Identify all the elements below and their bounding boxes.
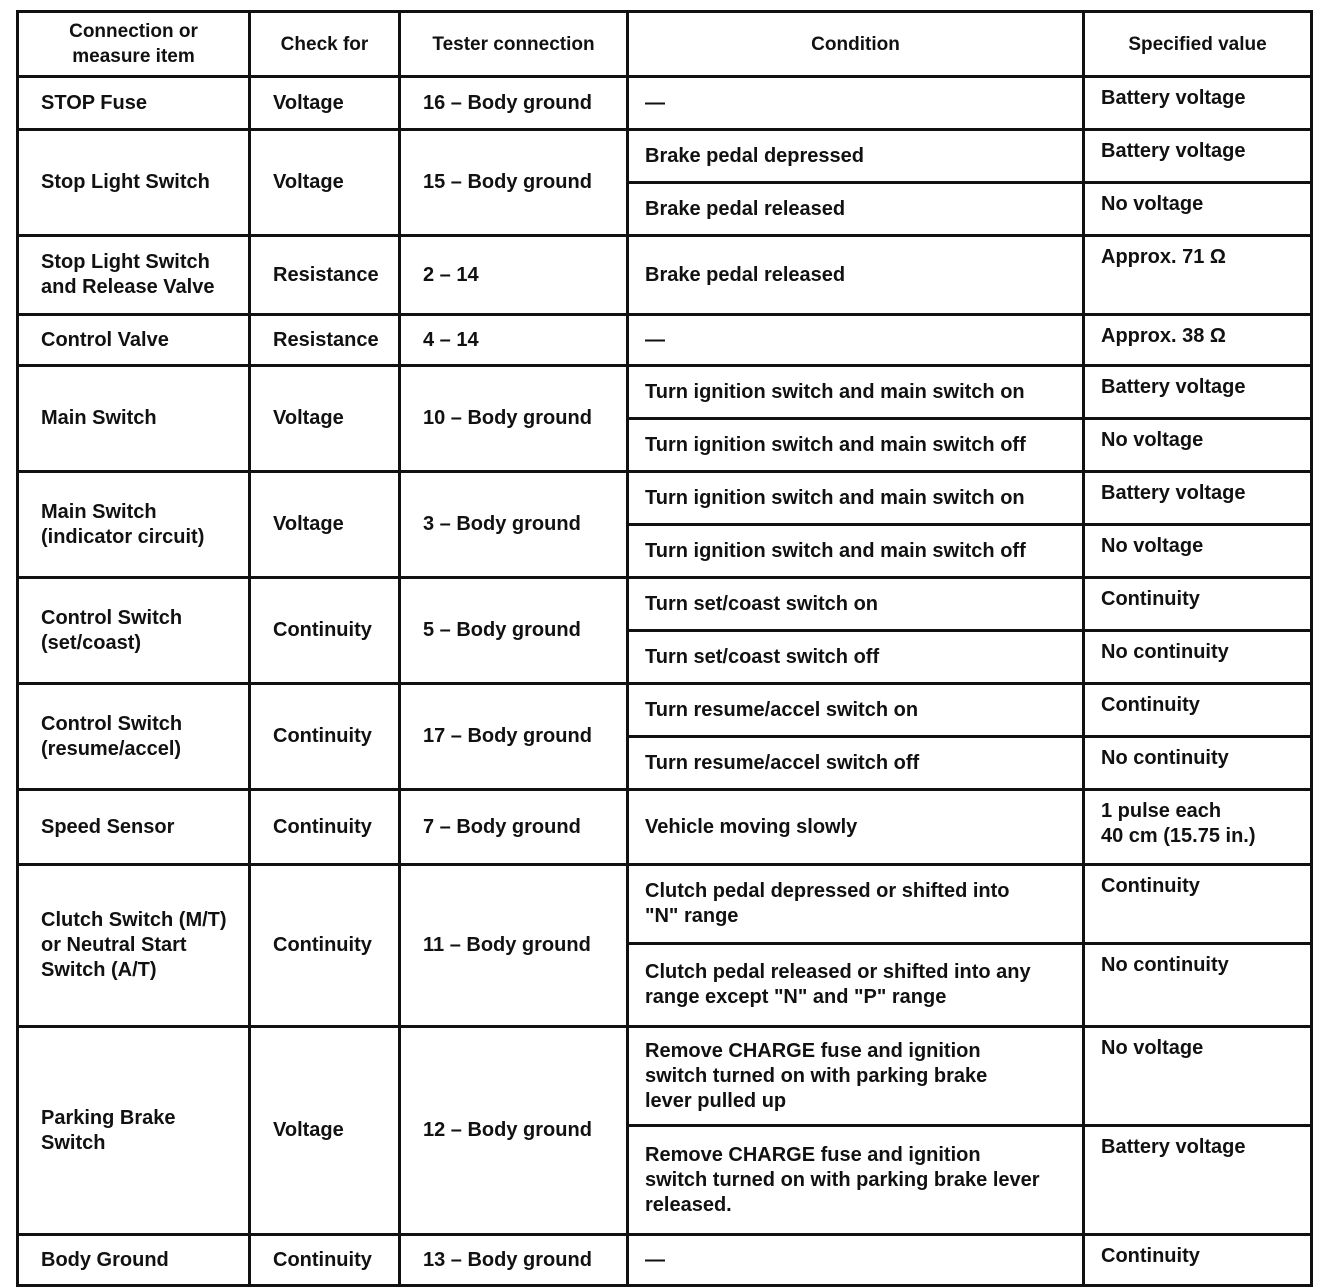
table-row [18,366,1312,419]
cell-condition: Clutch pedal depressed or shifted into "N" range [628,865,1084,944]
cell-tester-connection: 4 – 14 [400,315,628,366]
cell-condition: Turn set/coast switch on [628,578,1084,631]
cell-condition: Clutch pedal released or shifted into any range except "N" and "P" range [628,944,1084,1027]
cell-check-for: Continuity [250,1235,400,1286]
cell-item: Speed Sensor [18,790,250,865]
cell-check-for: Continuity [250,684,400,790]
cell-item: Body Ground [18,1235,250,1286]
cell-item: Control Switch (resume/accel) [18,684,250,790]
spec-table-body [18,77,1312,1286]
cell-specified-value: No continuity [1084,944,1312,1027]
cell-condition: Brake pedal depressed [628,130,1084,183]
cell-check-for: Resistance [250,315,400,366]
header-specified-value: Specified value [1084,12,1312,77]
cell-item: Clutch Switch (M/T) or Neutral Start Switch (A/T) [18,865,250,1027]
cell-item: Control Valve [18,315,250,366]
table-row [18,236,1312,315]
table-row [18,578,1312,631]
cell-condition: Turn resume/accel switch off [628,737,1084,790]
table-row [18,684,1312,737]
cell-check-for: Continuity [250,865,400,1027]
cell-check-for: Resistance [250,236,400,315]
table-row [18,77,1312,130]
cell-specified-value: Battery voltage [1084,77,1312,130]
header-tester-connection: Tester connection [400,12,628,77]
cell-specified-value: Battery voltage [1084,1126,1312,1235]
cell-specified-value: Continuity [1084,1235,1312,1286]
table-row [18,472,1312,525]
cell-tester-connection: 7 – Body ground [400,790,628,865]
header-condition: Condition [628,12,1084,77]
cell-specified-value: 1 pulse each 40 cm (15.75 in.) [1084,790,1312,865]
cell-condition: Brake pedal released [628,183,1084,236]
cell-check-for: Voltage [250,77,400,130]
spec-table-container [16,10,1313,1287]
cell-specified-value: No voltage [1084,419,1312,472]
cell-specified-value: Continuity [1084,684,1312,737]
cell-specified-value: No continuity [1084,631,1312,684]
cell-item: Main Switch [18,366,250,472]
cell-check-for: Voltage [250,366,400,472]
cell-item: Stop Light Switch [18,130,250,236]
table-row [18,865,1312,944]
cell-condition: Turn ignition switch and main switch on [628,472,1084,525]
cell-tester-connection: 12 – Body ground [400,1027,628,1235]
cell-condition: Turn ignition switch and main switch off [628,419,1084,472]
cell-tester-connection: 5 – Body ground [400,578,628,684]
cell-condition: Remove CHARGE fuse and ignition switch turned on with parking brake lever released. [628,1126,1084,1235]
header-check-for: Check for [250,12,400,77]
cell-specified-value: Approx. 38 Ω [1084,315,1312,366]
cell-condition: — [628,315,1084,366]
cell-item: STOP Fuse [18,77,250,130]
cell-tester-connection: 3 – Body ground [400,472,628,578]
cell-specified-value: Battery voltage [1084,366,1312,419]
cell-condition: — [628,77,1084,130]
cell-item: Control Switch (set/coast) [18,578,250,684]
table-row [18,1027,1312,1126]
cell-specified-value: Continuity [1084,578,1312,631]
cell-specified-value: No voltage [1084,183,1312,236]
cell-specified-value: Battery voltage [1084,130,1312,183]
cell-condition: Turn set/coast switch off [628,631,1084,684]
cell-tester-connection: 10 – Body ground [400,366,628,472]
cell-specified-value: No voltage [1084,525,1312,578]
cell-item: Stop Light Switch and Release Valve [18,236,250,315]
cell-condition: Turn ignition switch and main switch on [628,366,1084,419]
cell-check-for: Voltage [250,472,400,578]
cell-check-for: Continuity [250,790,400,865]
table-row [18,130,1312,183]
cell-tester-connection: 16 – Body ground [400,77,628,130]
cell-tester-connection: 13 – Body ground [400,1235,628,1286]
cell-condition: Vehicle moving slowly [628,790,1084,865]
cell-condition: — [628,1235,1084,1286]
cell-tester-connection: 2 – 14 [400,236,628,315]
cell-item: Main Switch (indicator circuit) [18,472,250,578]
cell-condition: Brake pedal released [628,236,1084,315]
cell-condition: Turn ignition switch and main switch off [628,525,1084,578]
cell-tester-connection: 17 – Body ground [400,684,628,790]
header-row [18,12,1312,77]
cell-specified-value: No voltage [1084,1027,1312,1126]
cell-check-for: Continuity [250,578,400,684]
cell-check-for: Voltage [250,1027,400,1235]
cell-condition: Remove CHARGE fuse and ignition switch turned on with parking brake lever pulled up [628,1027,1084,1126]
cell-specified-value: Continuity [1084,865,1312,944]
cell-specified-value: Battery voltage [1084,472,1312,525]
spec-table [16,10,1313,1287]
table-row [18,315,1312,366]
cell-check-for: Voltage [250,130,400,236]
header-item: Connection or measure item [18,12,250,77]
cell-specified-value: Approx. 71 Ω [1084,236,1312,315]
table-row [18,790,1312,865]
cell-condition: Turn resume/accel switch on [628,684,1084,737]
cell-item: Parking Brake Switch [18,1027,250,1235]
cell-tester-connection: 11 – Body ground [400,865,628,1027]
cell-specified-value: No continuity [1084,737,1312,790]
table-row [18,1235,1312,1286]
cell-tester-connection: 15 – Body ground [400,130,628,236]
